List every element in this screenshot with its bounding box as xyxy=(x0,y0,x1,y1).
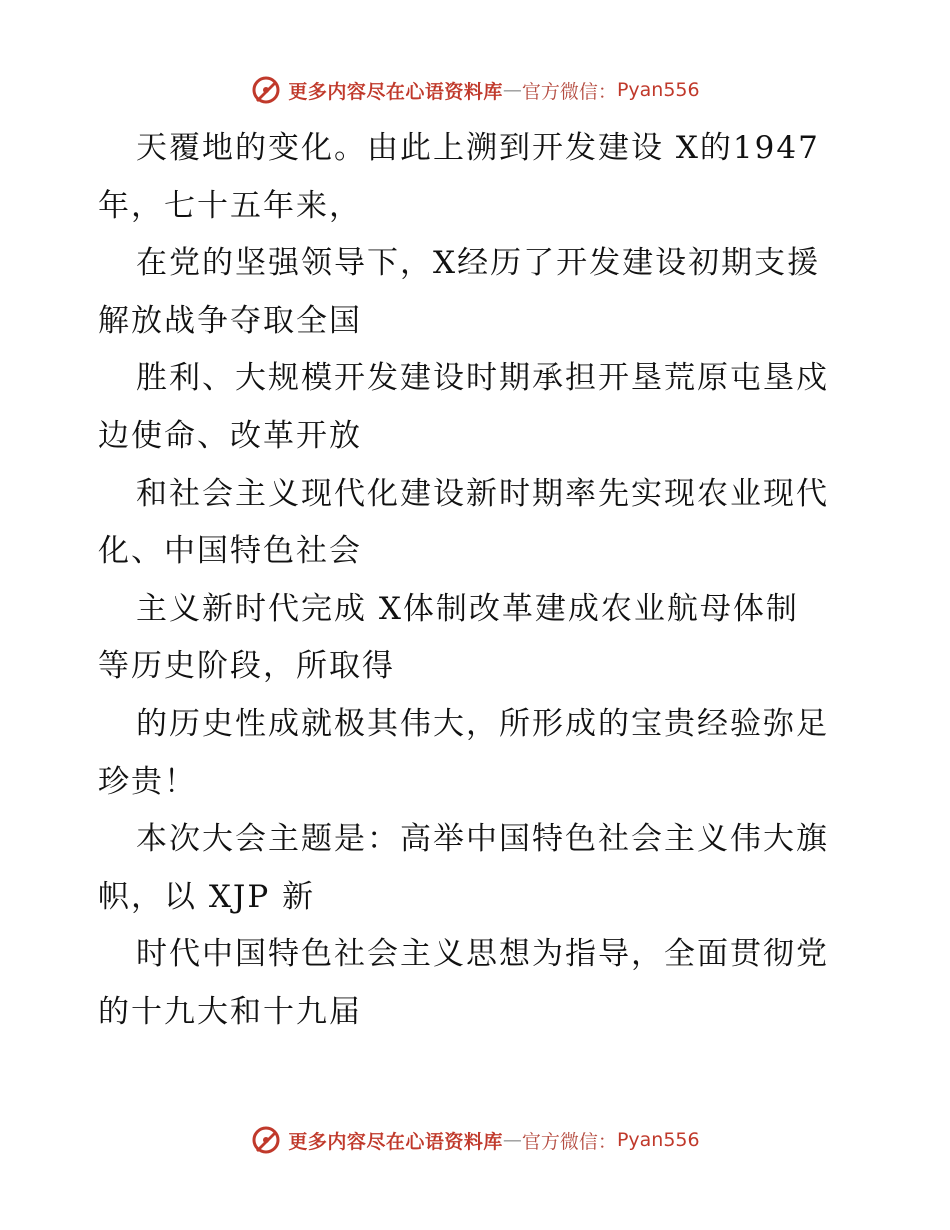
text-line: 珍贵！ xyxy=(98,763,197,800)
text-line: 的十九大和十九届 xyxy=(98,993,362,1030)
watermark-wechat-id: Pyan556 xyxy=(616,1129,700,1151)
text-line: 化、中国特色社会 xyxy=(98,533,362,570)
watermark-title: 更多内容尽在心语资料库 xyxy=(288,80,503,103)
watermark-subtitle: 官方微信： xyxy=(521,1130,617,1153)
text-line: 在党的坚强领导下，X经历了开发建设初期支援 xyxy=(136,245,821,282)
text-line: 天覆地的变化。由此上溯到开发建设 X的1947 xyxy=(136,130,820,166)
logo-icon xyxy=(250,1124,282,1156)
watermark-title: 更多内容尽在心语资料库 xyxy=(288,1130,503,1153)
document-body xyxy=(98,120,858,1042)
text-line: 本次大会主题是：高举中国特色社会主义伟大旗 xyxy=(136,821,829,858)
watermark-wechat-id: Pyan556 xyxy=(616,79,700,101)
text-line: 等历史阶段，所取得 xyxy=(98,648,395,685)
logo-icon xyxy=(250,74,282,106)
text-line: 胜利、大规模开发建设时期承担开垦荒原屯垦戍 xyxy=(136,360,829,397)
text-line: 边使命、改革开放 xyxy=(98,417,362,454)
text-line: 和社会主义现代化建设新时期率先实现农业现代 xyxy=(136,475,829,512)
text-line: 的历史性成就极其伟大，所形成的宝贵经验弥足 xyxy=(136,705,829,742)
text-line: 主义新时代完成 X体制改革建成农业航母体制 xyxy=(136,590,799,627)
text-line: 解放战争夺取全国 xyxy=(98,302,362,339)
header-watermark xyxy=(0,70,950,110)
watermark-subtitle: 官方微信： xyxy=(521,80,617,103)
text-line: 年，七十五年来， xyxy=(98,187,362,224)
text-line: 帜，以 XJP 新 xyxy=(98,878,316,915)
text-line: 时代中国特色社会主义思想为指导，全面贯彻党 xyxy=(136,936,829,973)
footer-watermark xyxy=(0,1120,950,1160)
watermark-separator: — xyxy=(502,79,522,101)
watermark-separator: — xyxy=(502,1129,522,1151)
